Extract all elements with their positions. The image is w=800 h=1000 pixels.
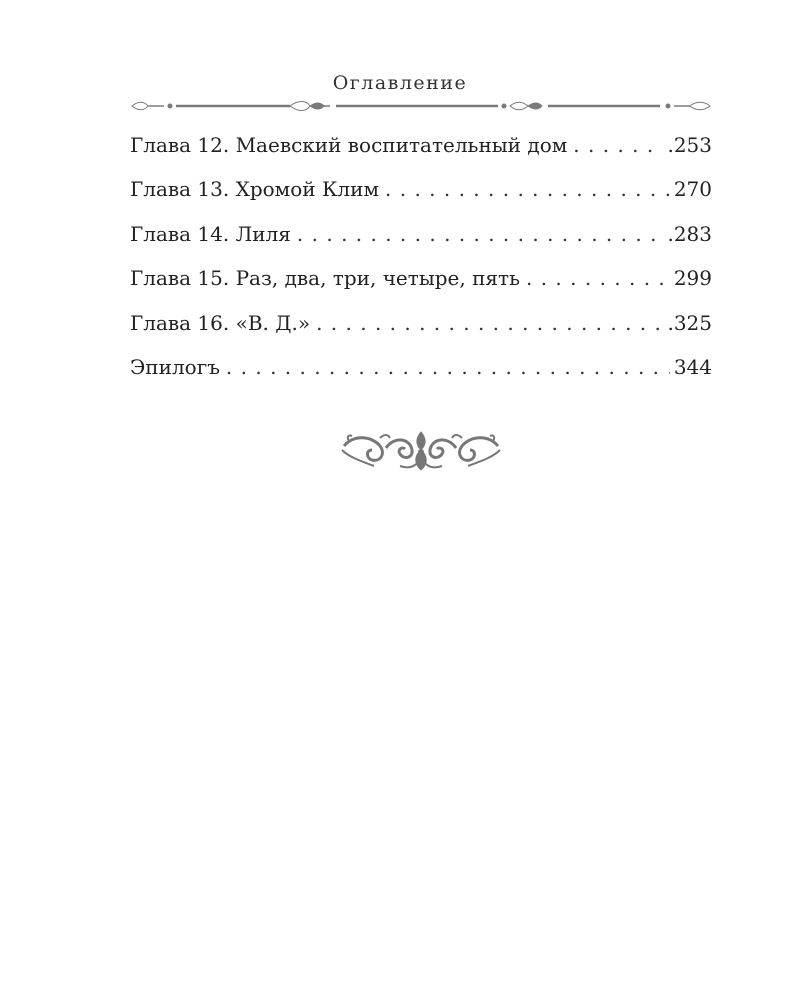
toc-entry-page: .283 — [667, 221, 712, 246]
toc-entry-page: .325 — [667, 310, 712, 335]
toc-entry-title: Глава 15. Раз, два, три, четыре, пять — [130, 266, 520, 291]
toc-entry[interactable] — [130, 308, 712, 352]
toc-entry-page: .253 — [667, 133, 712, 157]
dot-leader — [297, 219, 664, 249]
flourish-rule-icon — [130, 98, 712, 114]
toc-entry-page: 270 — [673, 177, 712, 202]
toc-entry[interactable] — [130, 174, 712, 218]
toc-entry[interactable] — [130, 130, 712, 174]
dot-leader — [226, 352, 670, 382]
toc-entry-title: Эпилогъ — [130, 354, 220, 379]
page-title: Оглавление — [332, 72, 468, 94]
toc-entry-title: Глава 12. Маевский воспитательный дом — [130, 133, 568, 157]
dot-leader — [573, 130, 663, 160]
toc-entry-page: 299 — [673, 266, 712, 291]
table-of-contents — [130, 130, 712, 396]
toc-entry[interactable] — [130, 352, 712, 396]
scroll-vignette-icon — [340, 428, 502, 472]
toc-entry[interactable] — [130, 263, 712, 307]
dot-leader — [526, 263, 670, 293]
toc-entry-title: Глава 13. Хромой Клим — [130, 177, 380, 202]
toc-entry[interactable] — [130, 219, 712, 263]
dot-leader — [316, 308, 663, 338]
dot-leader — [385, 174, 670, 204]
toc-entry-title: Глава 14. Лиля — [130, 221, 291, 246]
toc-entry-title: Глава 16. «В. Д.» — [130, 310, 311, 335]
toc-entry-page: 344 — [673, 354, 712, 379]
